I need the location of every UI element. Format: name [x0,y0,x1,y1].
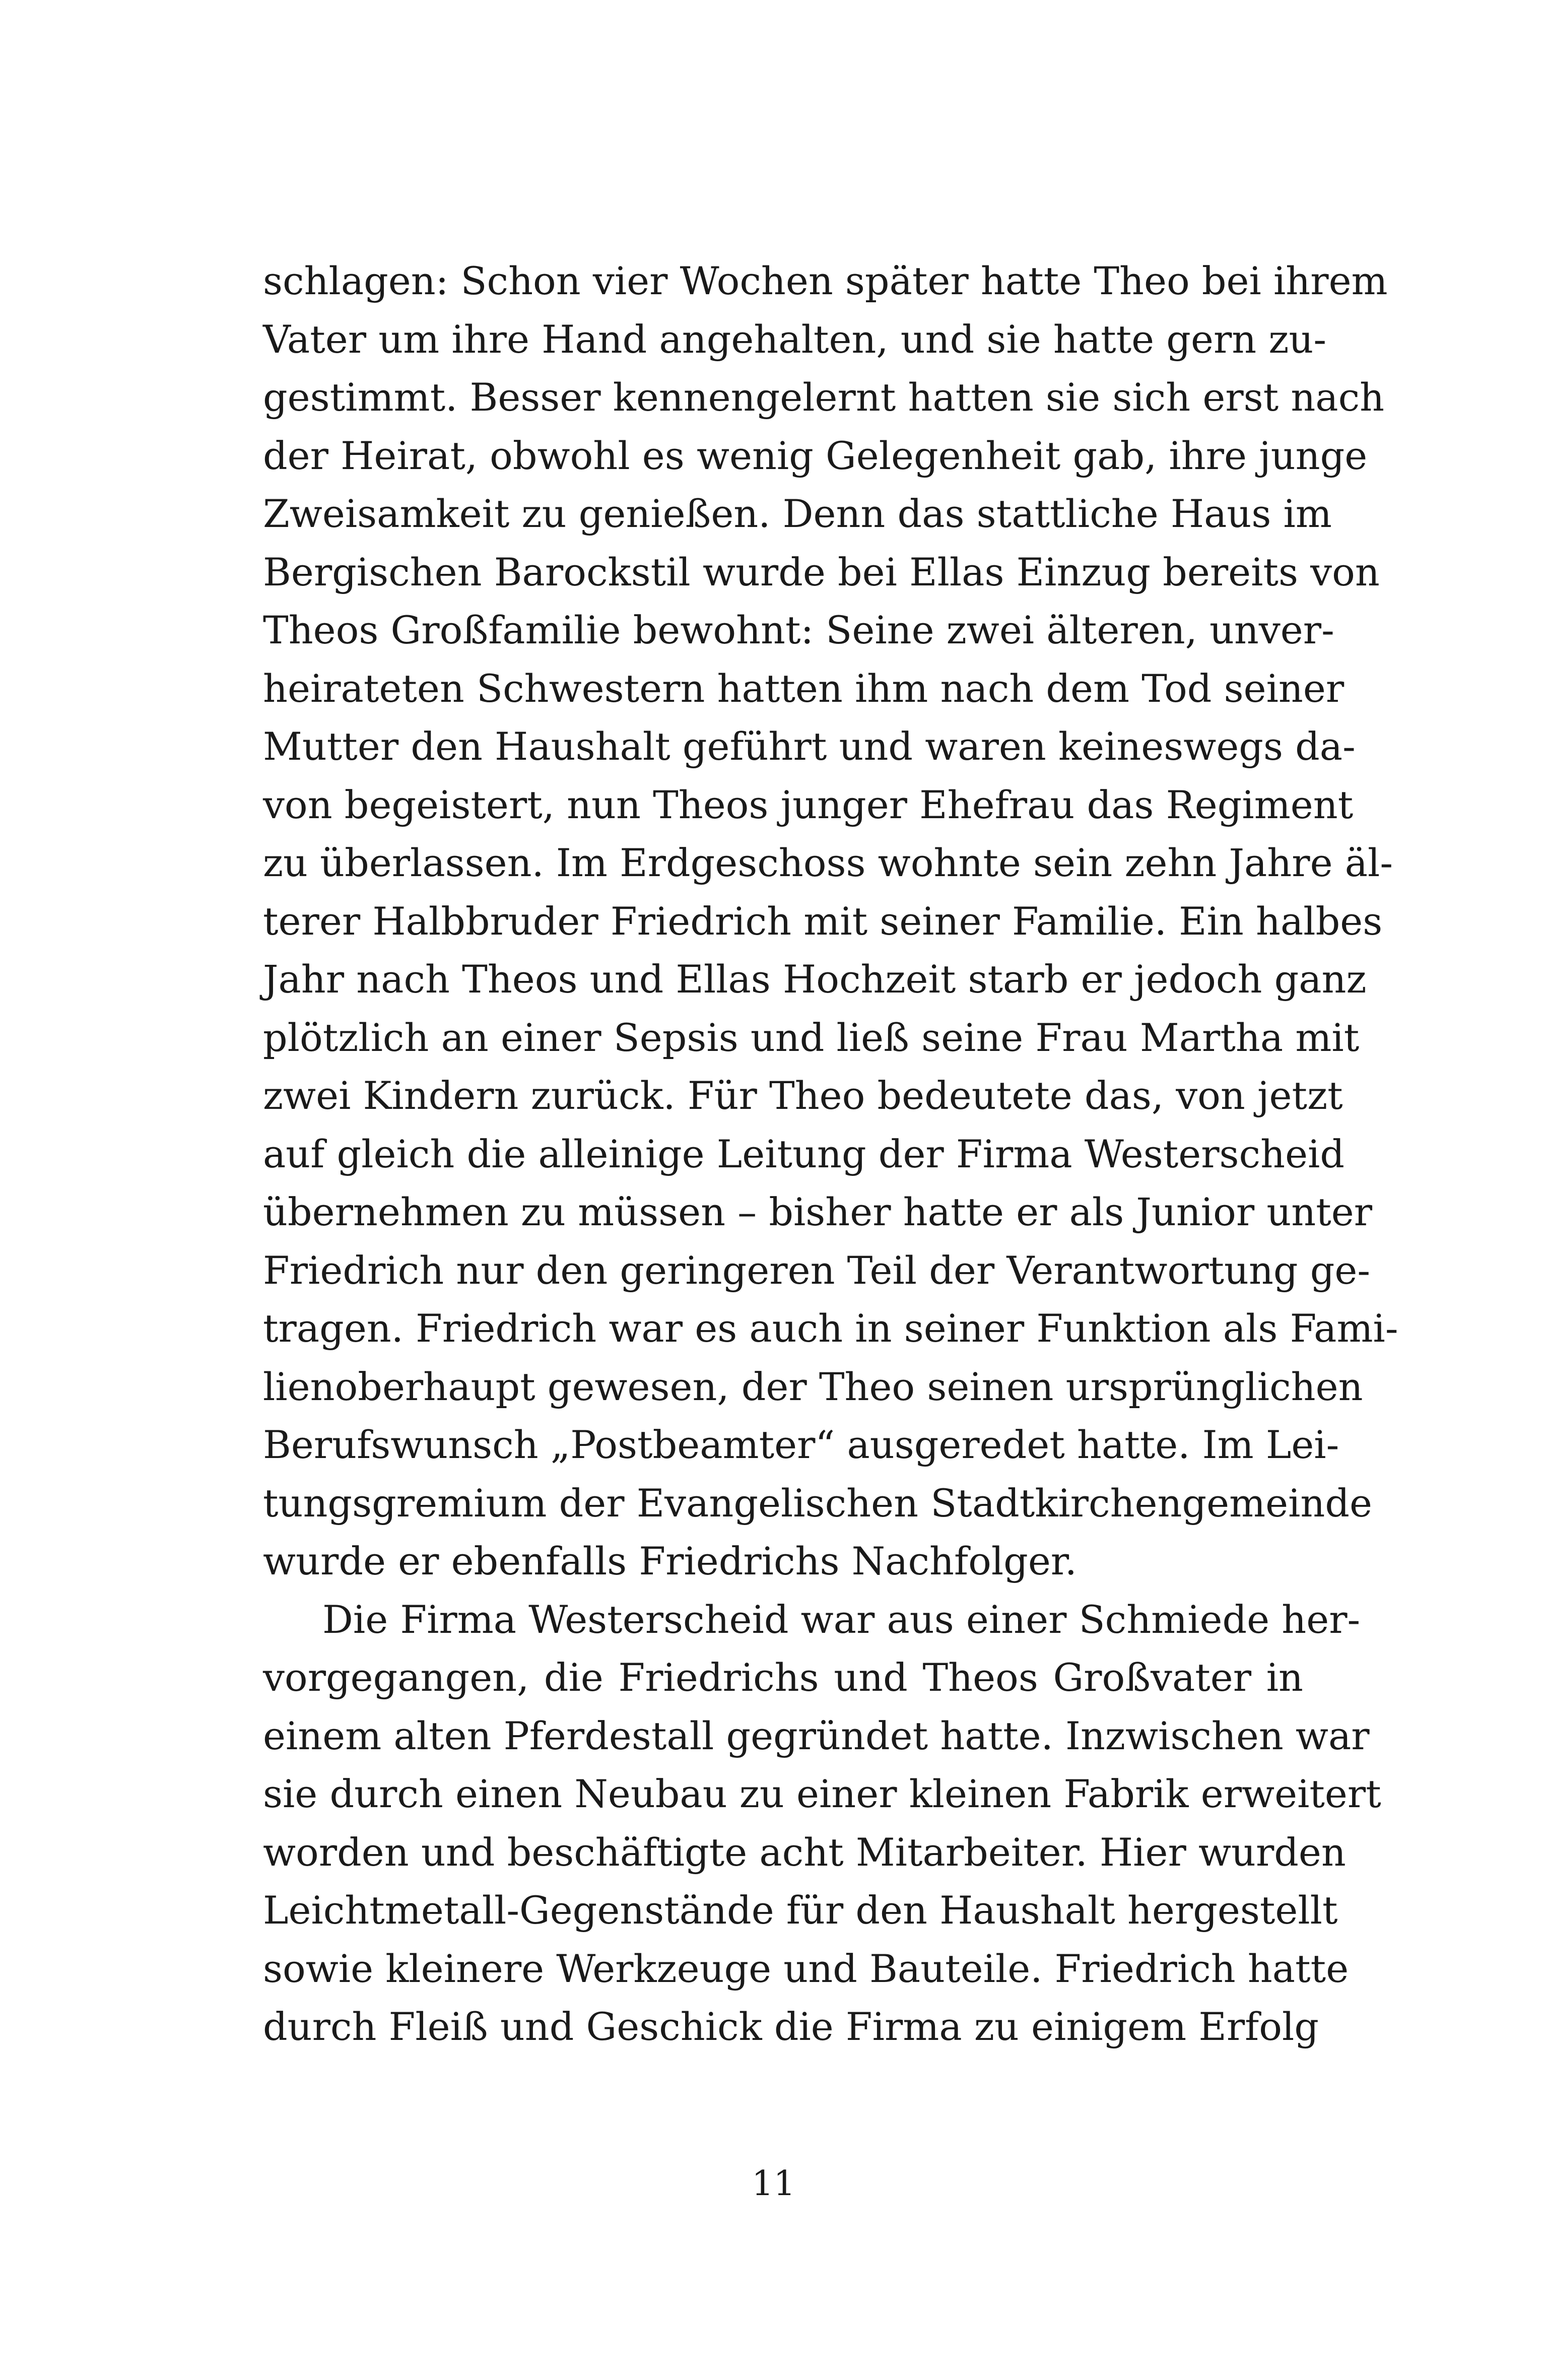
text-line: terer Halbbruder Friedrich mit seiner Familie. Ein halbes [263,898,1383,944]
body-text [263,252,1398,2056]
text-line: tungsgremium der Evangelischen Stadtkirchengemeinde [263,1480,1372,1526]
text-line: sie durch einen Neubau zu einer kleinen Fabrik erweitert [263,1771,1381,1816]
text-line: wurde er ebenfalls Friedrichs Nachfolger. [263,1539,1077,1583]
text-line: Friedrich nur den geringeren Teil der Verantwortung ge- [263,1247,1371,1293]
text-line: heirateten Schwestern hatten ihm nach dem Tod seiner [263,666,1344,711]
text-line: einem alten Pferdestall gegründet hatte. Inzwischen war [263,1713,1370,1758]
text-line: von begeistert, nun Theos junger Ehefrau das Regiment [263,782,1354,827]
text-line: worden und beschäftigte acht Mitarbeiter. Hier wurden [263,1829,1346,1875]
text-line: durch Fleiß und Geschick die Firma zu einigem Erfolg [263,2004,1319,2049]
text-line: zu überlassen. Im Erdgeschoss wohnte sein zehn Jahre äl- [263,840,1393,885]
paragraph-first-line: Die Firma Westerscheid war aus einer Schmiede her- [322,1597,1361,1642]
text-line: Berufswunsch „Postbeamter“ ausgeredet hatte. Im Lei- [263,1422,1339,1467]
text-line: lienoberhaupt gewesen, der Theo seinen ursprünglichen [263,1364,1363,1409]
text-line: der Heirat, obwohl es wenig Gelegenheit gab, ihre junge [263,433,1368,478]
text-line: plötzlich an einer Sepsis und ließ seine Frau Martha mit [263,1015,1360,1060]
text-line: vorgegangen, die Friedrichs und Theos Großvater in [263,1655,1303,1700]
text-line: Jahr nach Theos und Ellas Hochzeit starb er jedoch ganz [263,957,1367,1002]
text-line: zwei Kindern zurück. Für Theo bedeutete das, von jetzt [263,1073,1343,1118]
text-line: tragen. Friedrich war es auch in seiner Funktion als Fami- [263,1306,1398,1351]
text-line: Bergischen Barockstil wurde bei Ellas Einzug bereits von [263,549,1380,594]
text-line: Vater um ihre Hand angehalten, und sie hatte gern zu- [263,316,1327,362]
text-line: übernehmen zu müssen – bisher hatte er als Junior unter [263,1189,1373,1234]
text-line: schlagen: Schon vier Wochen später hatte Theo bei ihrem [263,258,1388,303]
text-line: Zweisamkeit zu genießen. Denn das stattliche Haus im [263,491,1332,536]
text-line: Theos Großfamilie bewohnt: Seine zwei älteren, unver- [263,608,1334,652]
text-line: gestimmt. Besser kennengelernt hatten sie sich erst nach [263,375,1385,420]
text-line: Leichtmetall-Gegenstände für den Haushalt hergestellt [263,1888,1338,1933]
text-line: sowie kleinere Werkzeuge und Bauteile. Friedrich hatte [263,1946,1349,1991]
page-number: 11 [752,2164,795,2204]
text-line: auf gleich die alleinige Leitung der Firma Westerscheid [263,1131,1344,1176]
text-line: Mutter den Haushalt geführt und waren keineswegs da- [263,724,1356,769]
